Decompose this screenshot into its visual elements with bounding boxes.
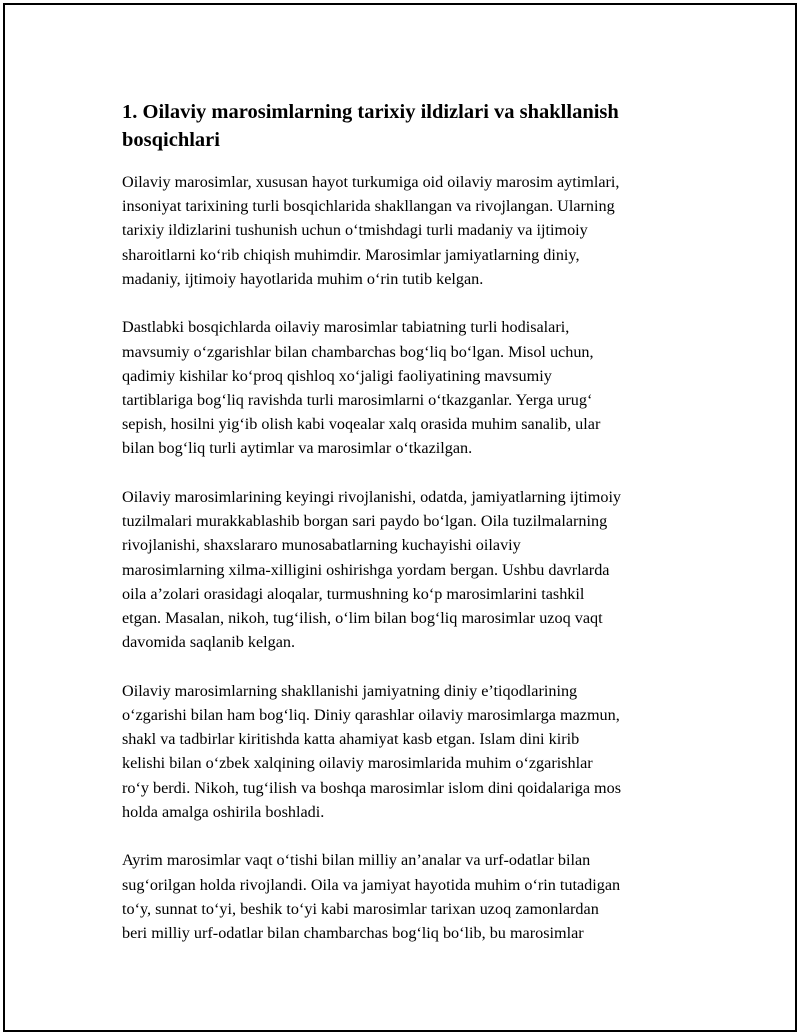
section-heading: 1. Oilaviy marosimlarning tarixiy ildizlari va shakllanish bosqichlari — [122, 101, 619, 151]
paragraph-2: Dastlabki bosqichlarda oilaviy marosimlar tabiatning turli hodisalari, mavsumiy o‘zgarishlar bilan chambarchas bog‘liq bo‘lgan. Misol uchun, qadimiy kishilar ko‘proq qishloq xo‘jaligi faoliyatining mavsumiy tartiblariga bog‘liq ravishda turli marosimlarni o‘tkazganlar. Yerga urug‘ sepish, hosilni yig‘ib olish kabi voqealar xalq orasida muhim sanalib, ular bilan bog‘liq turli aytimlar va marosimlar o‘tkazilgan. — [122, 318, 601, 458]
document-body — [122, 98, 697, 970]
page-frame — [3, 3, 797, 1032]
paragraph-3: Oilaviy marosimlarining keyingi rivojlanishi, odatda, jamiyatlarning ijtimoiy tuzilmalari murakkablashib borgan sari paydo bo‘lgan. Oila tuzilmalarning rivojlanishi, shaxslararo munosabatlarning kuchayishi oilaviy marosimlarning xilma-xilligini oshirishga yordam bergan. Ushbu davrlarda oila a’zolari orasidagi aloqalar, turmushning ko‘p marosimlarini tashkil etgan. Masalan, nikoh, tug‘ilish, o‘lim bilan bog‘liq marosimlar uzoq vaqt davomida saqlanib kelgan. — [122, 488, 622, 652]
paragraph-1: Oilaviy marosimlar, xususan hayot turkumiga oid oilaviy marosim aytimlari, insoniyat tarixining turli bosqichlarida shakllangan va rivojlangan. Ularning tarixiy ildizlarini tushunish uchun o‘tmishdagi turli madaniy va ijtimoiy sharoitlarni ko‘rib chiqish muhimdir. Marosimlar jamiyatlarning diniy, madaniy, ijtimoiy hayotlarida muhim o‘rin tutib kelgan. — [122, 173, 620, 288]
paragraph-5: Ayrim marosimlar vaqt o‘tishi bilan milliy an’analar va urf-odatlar bilan sug‘orilgan holda rivojlandi. Oila va jamiyat hayotida muhim o‘rin tutadigan to‘y, sunnat to‘yi, beshik to‘yi kabi marosimlar tarixan uzoq zamonlardan beri milliy urf-odatlar bilan chambarchas bog‘liq bo‘lib, bu marosimlar — [122, 851, 621, 943]
paragraph-4: Oilaviy marosimlarning shakllanishi jamiyatning diniy e’tiqodlarining o‘zgarishi bilan ham bog‘liq. Diniy qarashlar oilaviy marosimlarga mazmun, shakl va tadbirlar kiritishda katta ahamiyat kasb etgan. Islam dini kirib kelishi bilan o‘zbek xalqining oilaviy marosimlarida muhim o‘zgarishlar ro‘y berdi. Nikoh, tug‘ilish va boshqa marosimlar islom dini qoidalariga mos holda amalga oshirila boshladi. — [122, 681, 622, 821]
